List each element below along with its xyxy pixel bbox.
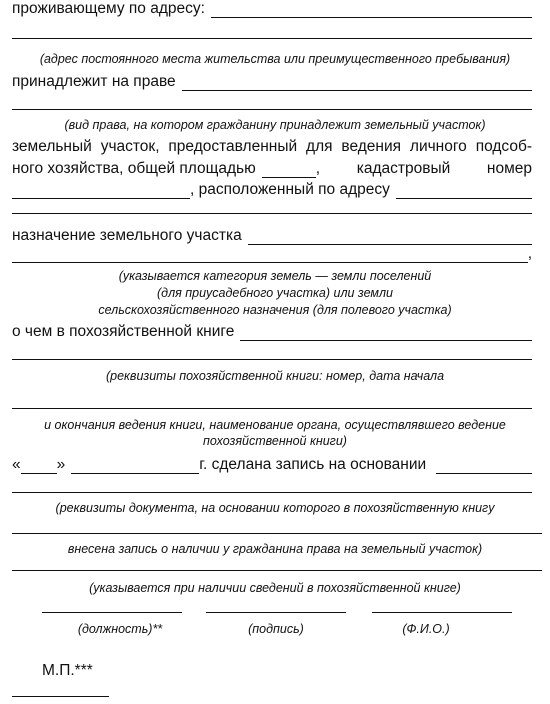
stamp-label: М.П.*** — [42, 662, 93, 679]
book-blank — [240, 326, 532, 341]
purpose-row-2 — [12, 245, 532, 263]
plot-address-line-2 — [12, 213, 532, 214]
address-caption: (адрес постоянного места жительства или преимущественного пребывания) — [39, 52, 511, 66]
address-label: проживающему по адресу: — [12, 0, 205, 17]
month-year-blank — [71, 459, 199, 474]
signature-caption: (подпись) — [248, 622, 304, 636]
basis-blank-line-2 — [12, 492, 532, 493]
info-caption: (указывается при наличии сведений в похозяйственной книге) — [89, 581, 461, 595]
purpose-blank-2 — [12, 248, 528, 263]
footnote-separator — [12, 696, 109, 697]
book-caption-2: и окончания ведения книги, наименование органа, осуществлявшего ведение — [44, 418, 506, 432]
plot-area-label: ного хозяйства, общей площадью — [12, 160, 256, 177]
date-close-quote: » — [56, 456, 66, 473]
entry-caption: внесена запись о наличии у гражданина права на земельный участок) — [67, 542, 483, 556]
info-blank-line — [12, 570, 542, 571]
purpose-caption-2: (для приусадебного участка) или земли — [157, 286, 393, 300]
plot-cadastral-label: , кадастровый номер — [315, 160, 532, 177]
right-label: принадлежит на праве — [12, 73, 176, 90]
book-caption-3: похозяйственной книги) — [203, 434, 347, 448]
plot-line-1: земельный участок, предоставленный для ведения личного подсоб- — [12, 138, 532, 155]
position-caption: (должность)** — [77, 622, 163, 636]
book-caption-1: (реквизиты похозяйственной книги: номер, дата начала — [105, 369, 445, 383]
right-caption: (вид права, на котором гражданину принадлежит земельный участок) — [64, 118, 486, 132]
plot-address-blank — [396, 184, 532, 199]
plot-cadastral-blank — [12, 184, 190, 199]
plot-located-label: , расположенный по адресу — [190, 181, 390, 198]
purpose-caption-1: (указывается категория земель — земли поселений — [118, 269, 432, 283]
address-blank-line-2 — [12, 38, 532, 39]
doc-caption: (реквизиты документа, на основании которого в похозяйственную книгу — [55, 501, 495, 515]
purpose-caption-3: сельскохозяйственного назначения (для полевого участка) — [98, 303, 452, 317]
purpose-blank — [248, 230, 532, 245]
signature-line — [206, 612, 346, 613]
date-row — [12, 456, 532, 474]
purpose-row — [12, 227, 532, 245]
position-line — [42, 612, 182, 613]
address-row — [12, 0, 532, 18]
purpose-label: назначение земельного участка — [12, 227, 242, 244]
book-blank-line-3 — [12, 408, 532, 409]
purpose-comma: , — [527, 245, 532, 262]
basis-blank — [436, 459, 532, 474]
plot-line-3 — [12, 181, 532, 199]
name-line — [372, 612, 512, 613]
book-row — [12, 323, 532, 341]
entry-blank-line — [12, 533, 542, 534]
day-blank — [21, 459, 57, 474]
right-blank — [182, 76, 532, 91]
plot-area-blank — [262, 163, 316, 178]
address-blank — [211, 3, 532, 18]
book-blank-line-2 — [12, 359, 532, 360]
name-caption: (Ф.И.О.) — [402, 622, 450, 636]
right-row — [12, 73, 532, 91]
date-text: г. сделана запись на основании — [199, 456, 427, 473]
right-blank-line-2 — [12, 109, 532, 110]
plot-line-2 — [12, 160, 532, 178]
book-label: о чем в похозяйственной книге — [12, 323, 235, 340]
date-open-quote: « — [12, 456, 21, 473]
